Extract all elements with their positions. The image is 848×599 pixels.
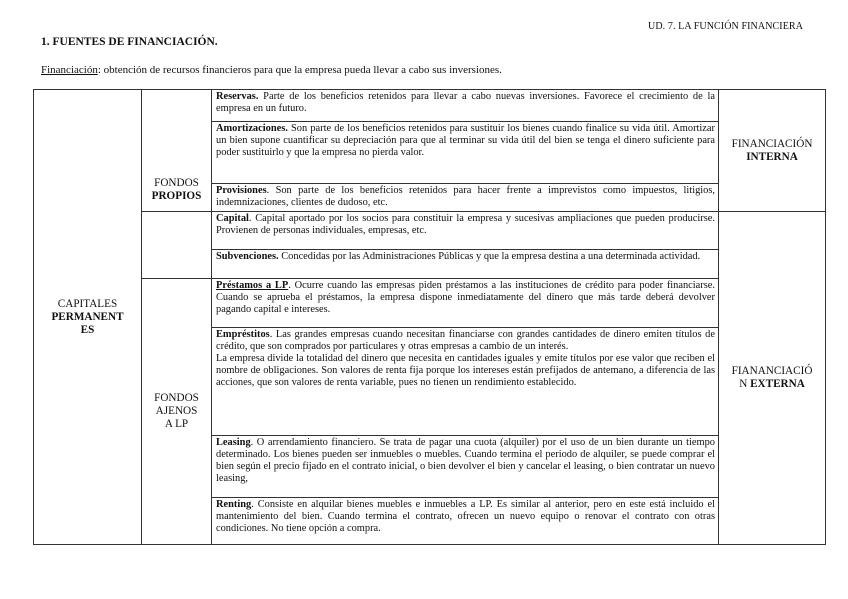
- provisiones-term: Provisiones: [216, 185, 267, 196]
- table-row: [34, 279, 826, 328]
- fondos-propios-label: FONDOS: [154, 177, 199, 189]
- emprestitos-text: . Las grandes empresas cuando necesitan financiarse con grandes cantidades de dinero emiten títulos de crédito, que son comprados por particulares y otras empresas a cambio de un interés.: [216, 329, 715, 352]
- externa-label: FIANANCIACIÓ: [731, 365, 813, 377]
- capitales-permanentes-cell: [34, 90, 142, 545]
- emprestitos-term: Empréstitos: [216, 329, 270, 340]
- table-row: [34, 90, 826, 122]
- subvenciones-text: Concedidas por las Administraciones Públicas y que la empresa destina a una determinada actividad.: [278, 251, 701, 262]
- leasing-cell: [212, 436, 719, 498]
- leasing-term: Leasing: [216, 437, 251, 448]
- reservas-cell: [212, 90, 719, 122]
- renting-term: Renting: [216, 499, 252, 510]
- fondos-ajenos-label-2: AJENOS: [155, 405, 198, 417]
- fondos-propios-spacer: [142, 212, 212, 250]
- subvenciones-cell: [212, 250, 719, 279]
- interna-label: FINANCIACIÓN: [731, 137, 813, 150]
- emprestitos-text-2: La empresa divide la totalidad del dinero que necesita en cantidades iguales y emite títulos por ese valor que reciben el nombre de obligaciones. Son valores de renta fija porque los intereses están prefijados de antemano, a diferencia de las acciones, que son valores de renta variable, pues no tienen un rendimiento establecido.: [216, 353, 715, 388]
- intro-paragraph: [41, 64, 502, 76]
- fondos-propios-label-bold: PROPIOS: [151, 190, 202, 202]
- provisiones-text: . Son parte de los beneficios retenidos para hacer frente a imprevistos como impuestos, litigios, indemnizaciones, clientes de dudoso, etc.: [216, 185, 715, 208]
- capitales-label-bold-2: ES: [80, 323, 95, 336]
- intro-term: Financiación: [41, 64, 98, 76]
- fondos-propios-cell: [142, 90, 212, 212]
- prestamos-term: Préstamos a LP: [216, 280, 289, 291]
- renting-cell: [212, 498, 719, 545]
- externa-label-prefix: N: [739, 378, 751, 390]
- financiacion-externa-cell: [719, 212, 826, 545]
- capital-cell: [212, 212, 719, 250]
- intro-text: : obtención de recursos financieros para que la empresa pueda llevar a cabo sus inversiones.: [97, 64, 502, 76]
- table-row: [34, 212, 826, 250]
- capital-text: . Capital aportado por los socios para constituir la empresa y sucesivas ampliaciones que pueden producirse. Provienen de personas individuales, empresas, etc.: [216, 213, 715, 236]
- renting-text: . Consiste en alquilar bienes muebles e inmuebles a LP. Es similar al anterior, pero en este está incluido el mantenimiento del bien. Cuando termina el contrato, ofrecen un nuevo equipo o renovar el contrato con otras condiciones. No tiene opción a compra.: [216, 499, 715, 534]
- leasing-text: . O arrendamiento financiero. Se trata de pagar una cuota (alquiler) por el uso de un bien durante un tiempo determinado. Los bienes pueden ser inmuebles o muebles. Cuando termina el periodo de alquiler, se puede comprar el bien según el precio fijado en el contrato inicial, o bien devolver el bien y cancelar el leasing, o bien contratar un nuevo leasing,: [216, 437, 715, 484]
- subvenciones-term: Subvenciones.: [216, 251, 279, 262]
- capitales-label: CAPITALES: [57, 297, 118, 310]
- amortizaciones-text: Son parte de los beneficios retenidos para sustituir los bienes cuando finalice su vida útil. Amortizar un bien supone cuantificar su depreciación para que al terminar su vida útil del bien se tenga el dinero suficiente para poder sustituirlo y que la empresa no pierda valor.: [216, 123, 715, 158]
- unit-header: UD. 7. LA FUNCIÓN FINANCIERA: [648, 21, 804, 32]
- fondos-ajenos-label-1: FONDOS: [154, 392, 199, 404]
- reservas-text: Parte de los beneficios retenidos para llevar a cabo nuevas inversiones. Favorece el crecimiento de la empresa en un futuro.: [216, 91, 715, 114]
- capital-term: Capital: [216, 213, 249, 224]
- financiacion-interna-cell: [719, 90, 826, 212]
- externa-label-bold: EXTERNA: [750, 378, 805, 390]
- prestamos-text: . Ocurre cuando las empresas piden préstamos a las instituciones de crédito para poder financiarse. Cuando se aprueba el préstamos, la empresa dispone inmediatamente del dinero que más tarde deberá devolver pagando capital e intereses.: [216, 280, 715, 315]
- capitales-label-bold-1: PERMANENT: [51, 310, 124, 323]
- fondos-ajenos-cell: [142, 279, 212, 545]
- table-row: [34, 250, 826, 279]
- amortizaciones-cell: [212, 122, 719, 184]
- reservas-term: Reservas.: [216, 91, 259, 102]
- amortizaciones-term: Amortizaciones.: [216, 123, 288, 134]
- fondos-propios-spacer-2: [142, 250, 212, 279]
- provisiones-cell: [212, 184, 719, 212]
- emprestitos-cell: [212, 328, 719, 436]
- prestamos-cell: [212, 279, 719, 328]
- fondos-ajenos-label-3: A LP: [164, 418, 189, 430]
- section-title: 1. FUENTES DE FINANCIACIÓN.: [41, 36, 218, 48]
- financing-sources-table: [33, 89, 826, 545]
- interna-label-bold: INTERNA: [746, 150, 798, 163]
